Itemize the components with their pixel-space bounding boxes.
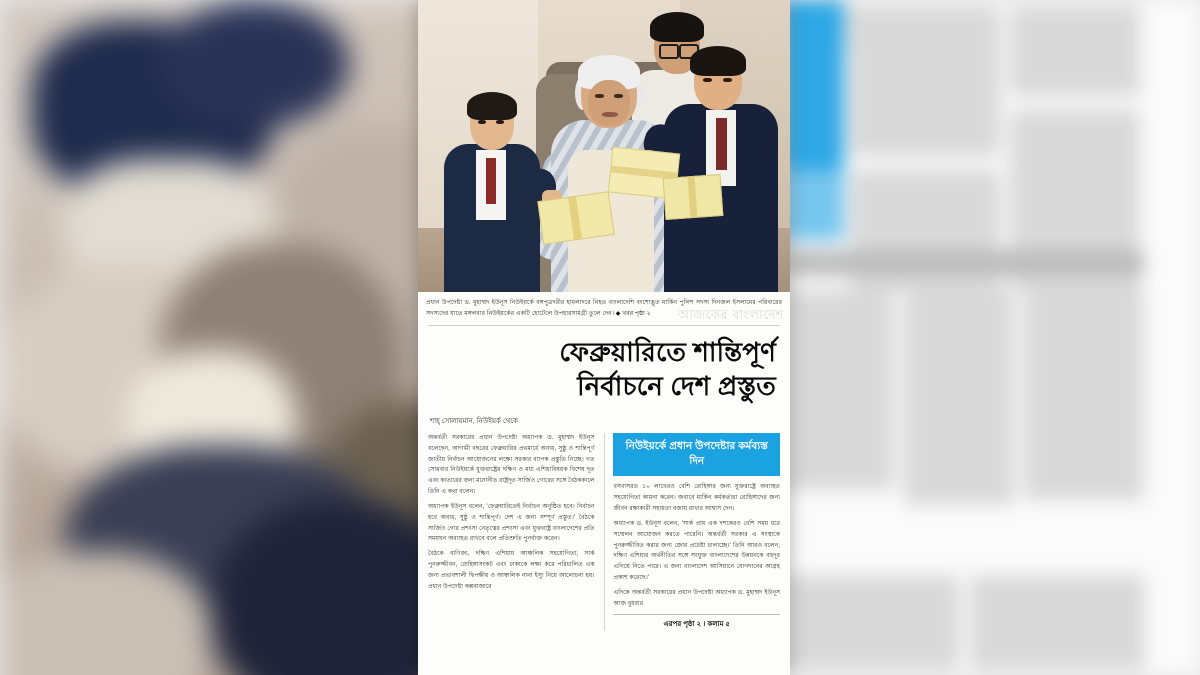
article-column-right <box>613 433 780 631</box>
blurred-right-page-backdrop <box>780 0 1200 675</box>
section-subheading: নিউইয়র্কে প্রধান উপদেষ্টার কর্মব্যস্ত দিন <box>613 433 780 476</box>
article-columns <box>418 431 790 639</box>
newspaper-page <box>418 0 790 675</box>
paragraph: বসবাসরত ১০ লাখেরও বেশি রোহিঙ্গার জন্য যুক্তরাষ্ট্রে অব্যাহত সহযোগিতা কামনা করেন। জবাবে মার্কিন কর্মকর্তারা রোহিঙ্গাদের জন্য জীবন রক্ষাকারী সহায়তা বজায় রাখার আশ্বাস দেন। <box>613 483 780 512</box>
headline-line-2: নির্বাচনে দেশ প্রস্তুত <box>577 370 776 401</box>
news-photo <box>418 0 790 292</box>
blurred-left-photo-backdrop <box>0 0 466 675</box>
paragraph: বৈঠকে বাণিজ্য, দক্ষিণ এশিয়ায় আঞ্চলিক সহযোগিতা, সার্ক পুনরুজ্জীবন, রোহিঙ্গাসংকট এবং ঢাকাকে লক্ষ্য করে পরিচালিত এক জন্য প্রভাবশালী দ্বিপক্ষীয় ও আঞ্চলিক নানা ইস্যু নিয়ে আলোচনা হয়। প্রধান উপদেষ্টা কক্সবাজারে <box>428 550 595 590</box>
glasses-icon <box>659 44 679 59</box>
paragraph: এদিকে অন্তর্বর্তী সরকারের প্রধান উপদেষ্টা অধ্যাপক ড. মুহাম্মদ ইউনূস আজ বুধবার <box>613 588 780 607</box>
photo-caption-text: প্রধান উপদেষ্টা ড. মুহাম্মদ ইউনূস নিউইয়র্কে বঙ্গপুত্রদরীর হামলাদরে নিহত বাংলাদেশি বংশোদ্ভূত মার্কিন পুলিশ সদস্য দিনজল ইসলামের পরিবারের সদস্যদের যাতে মঙ্গলবার নিউইয়র্কের একটি হোটেলে উপহারসামগ্রী তুলে দেন। <box>426 299 782 317</box>
article-column-left <box>428 433 595 631</box>
gift-box-icon <box>663 174 724 220</box>
photo-caption-source: ◆ খবর পৃষ্ঠা ২ <box>615 309 651 317</box>
continuation-note: এরপর পৃষ্ঠা ২ । কলাম ৫ <box>613 614 780 631</box>
photo-caption <box>418 292 790 321</box>
page-title <box>418 326 790 409</box>
column-divider <box>604 433 605 631</box>
paragraph: অন্তর্বর্তী সরকারের প্রধান উপদেষ্টা অধ্যাপক ড. মুহাম্মদ ইউনূস বলেছেন, আগামী বছরের ফেব্রুয়ারির প্রথমার্ধে অবাধ, সুষ্ঠু ও শান্তিপূর্ণ জাতীয় নির্বাচন আয়োজনের লক্ষ্যে সরকার ব্যাপক প্রস্তুতি নিচ্ছে। গত সোমবার নিউইয়র্কে যুক্তরাষ্ট্রের দক্ষিণ ও মধ্য এশিয়াবিষয়ক বিশেষ দূত এবং কাতারের জন্য মনোনীত রাষ্ট্রদূত সার্জিও গোরের সঙ্গে বৈঠককালে তিনি এ কথা বলেন। <box>428 433 595 496</box>
byline: শাহ্‌ সোলায়মান, নিউইয়র্ক থেকে <box>430 417 518 425</box>
masthead-watermark: আজকের বাংলাদেশ <box>677 306 784 322</box>
headline-line-1: ফেব্রুয়ারিতে শান্তিপূর্ণ <box>559 337 776 368</box>
paragraph: অধ্যাপক ড. ইউনূস বলেন, 'সার্ক প্রায় এক দশকেরও বেশি সময় ধরে সম্মেলন আয়োজন করতে পারেনি। অন্তর্বর্তী সরকার এ সংস্থাকে পুনরুজ্জীবিত করার জন্য জোর প্রচেষ্টা চালাচ্ছে।' তিনি আরও বলেন, দক্ষিণ এশিয়ার অর্থনীতির সঙ্গে সংযুক্ত বাংলাদেশের উন্নয়নকে বহুদূর এগিয়ে নিতে পারে। এ জন্য বাংলাদেশ আসিয়ানে যোগদানের আগ্রহ প্রকাশ করেছে।' <box>613 519 780 582</box>
paragraph: অধ্যাপক ইউনূস বলেন, 'ফেব্রুয়ারিতেই নির্বাচন অনুষ্ঠিত হবে। নির্বাচন হবে অবাধ, সুষ্ঠু ও শান্তিপূর্ণ। দেশ এ জন্য সম্পূর্ণ প্রস্তুত।' বৈঠকে সার্জিও গোর প্রশংসা নেতৃত্বের প্রশংসা এবং যুক্তরাষ্ট্র বাংলাদেশের প্রতি সময়ঘন অব্যাহত রাখবে বলে প্রতিশ্রুতি পুনর্ব্যক্ত করেন। <box>428 502 595 543</box>
